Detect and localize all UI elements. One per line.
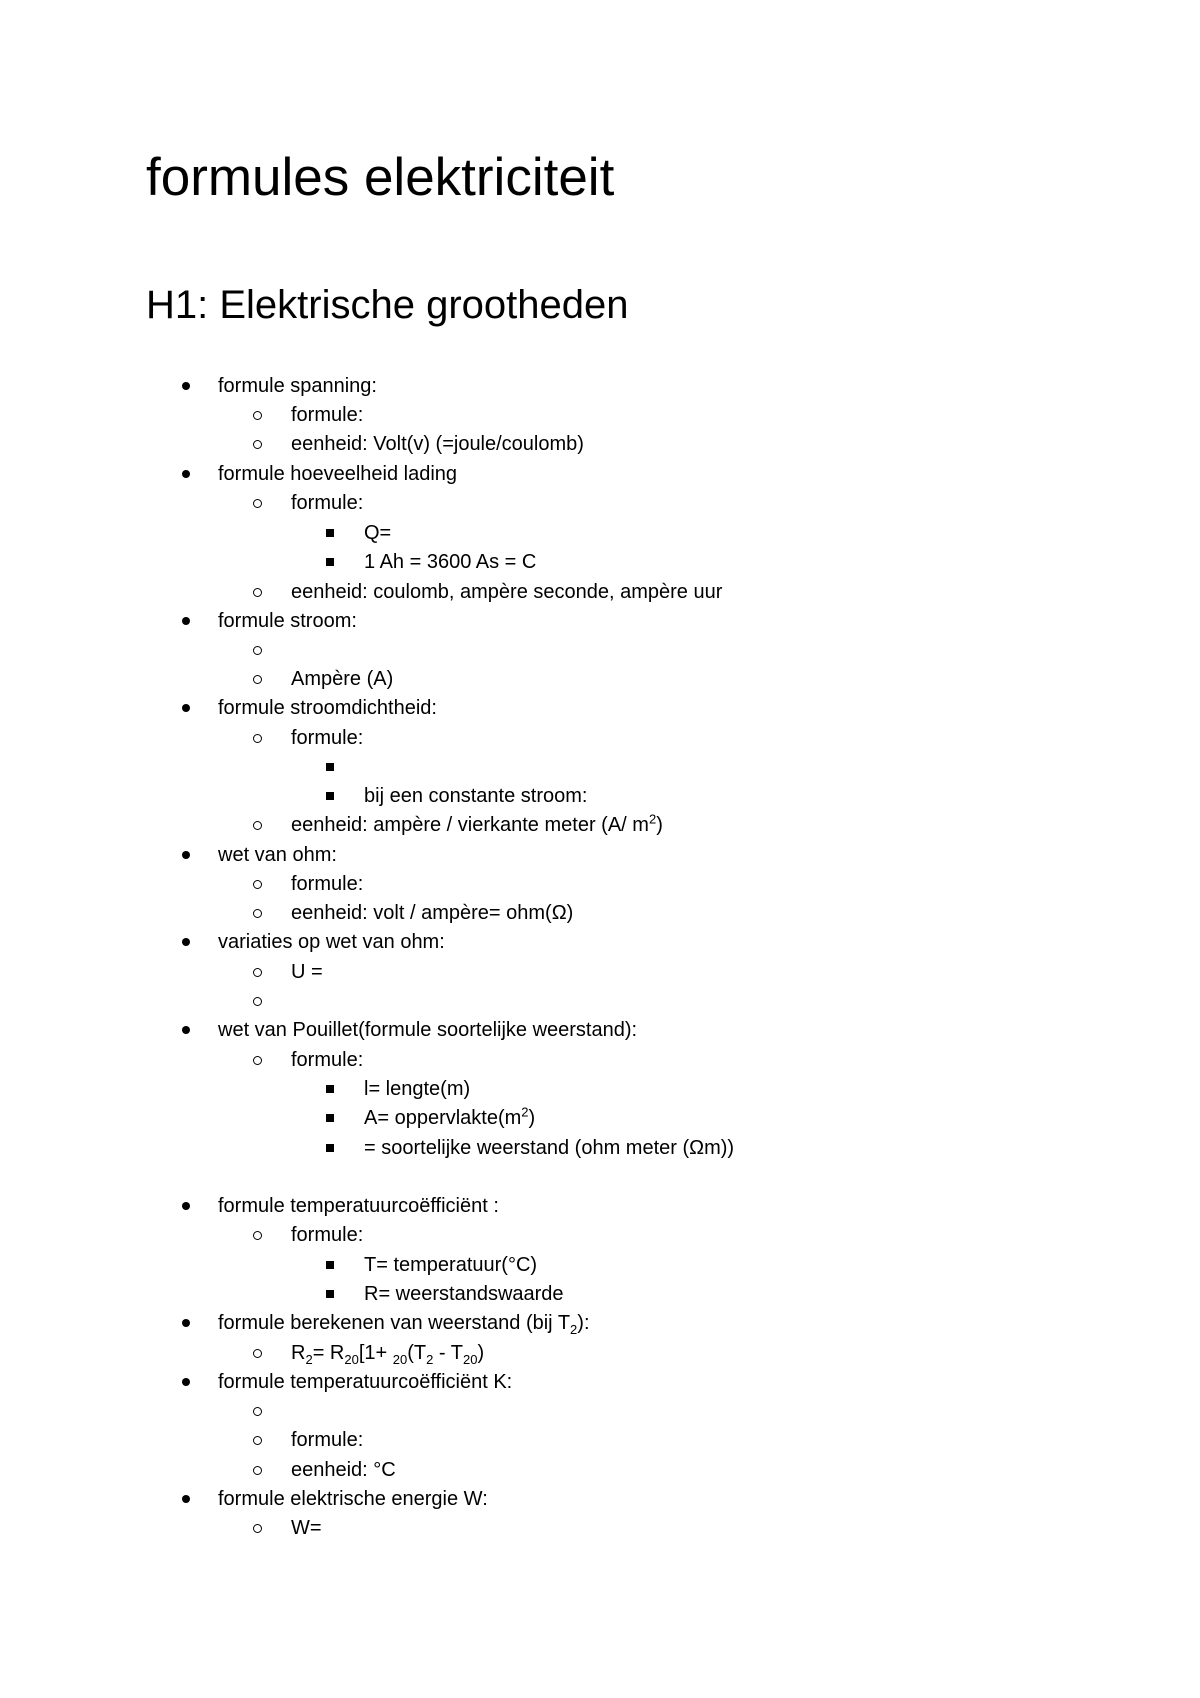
list-item: 1 Ah = 3600 As = C	[364, 550, 536, 574]
bullet-circle-icon	[249, 580, 265, 604]
bullet-disc-icon	[178, 1311, 194, 1335]
list-item: eenheid: Volt(v) (=joule/coulomb)	[291, 432, 584, 456]
list-item: eenheid: ampère / vierkante meter (A/ $m^2$)	[291, 813, 663, 837]
bullet-disc-icon	[178, 1487, 194, 1511]
bullet-circle-icon	[249, 726, 265, 750]
list-item: $A= oppervlakte(m^2)$	[364, 1106, 535, 1130]
bullet-disc-icon	[178, 374, 194, 398]
list-item: Q=	[364, 521, 391, 545]
list-item: wet van Pouillet(formule soortelijke weerstand):	[218, 1018, 637, 1042]
bullet-square-icon	[322, 755, 338, 779]
bullet-square-icon	[322, 784, 338, 808]
bullet-circle-icon	[249, 403, 265, 427]
bullet-circle-icon	[249, 1341, 265, 1365]
list-item: formule:	[291, 491, 363, 515]
bullet-circle-icon	[249, 1458, 265, 1482]
bullet-square-icon	[322, 1136, 338, 1160]
list-item: $R_2= R_{20}[1+ _{20}(T_2 - T_{20})$	[291, 1341, 484, 1365]
list-item: formule temperatuurcoëfficiënt :	[218, 1194, 499, 1218]
bullet-circle-icon	[249, 960, 265, 984]
bullet-square-icon	[322, 1106, 338, 1130]
list-item: wet van ohm:	[218, 843, 337, 867]
bullet-circle-icon	[249, 901, 265, 925]
bullet-circle-icon	[249, 872, 265, 896]
list-item: formule:	[291, 1223, 363, 1247]
list-item: formule:	[291, 726, 363, 750]
list-item: formule elektrische energie W:	[218, 1487, 488, 1511]
bullet-disc-icon	[178, 696, 194, 720]
section-heading: H1: Elektrische grootheden	[146, 283, 629, 327]
bullet-disc-icon	[178, 930, 194, 954]
bullet-circle-icon	[249, 638, 265, 662]
list-item: formule:	[291, 872, 363, 896]
list-item: eenheid: volt / ampère= ohm(Ω)	[291, 901, 573, 925]
list-item: formule:	[291, 1048, 363, 1072]
bullet-circle-icon	[249, 1048, 265, 1072]
list-item: formule berekenen van weerstand (bij $T_2$):	[218, 1311, 590, 1335]
bullet-disc-icon	[178, 1018, 194, 1042]
bullet-disc-icon	[178, 609, 194, 633]
bullet-circle-icon	[249, 989, 265, 1013]
bullet-disc-icon	[178, 462, 194, 486]
bullet-circle-icon	[249, 491, 265, 515]
bullet-circle-icon	[249, 1399, 265, 1423]
list-item: U =	[291, 960, 323, 984]
bullet-disc-icon	[178, 1194, 194, 1218]
list-item: l= lengte(m)	[364, 1077, 470, 1101]
list-item: = soortelijke weerstand (ohm meter (Ωm))	[364, 1136, 734, 1160]
list-item: formule:	[291, 1428, 363, 1452]
bullet-circle-icon	[249, 1428, 265, 1452]
bullet-square-icon	[322, 1282, 338, 1306]
list-item: eenheid: °C	[291, 1458, 396, 1482]
list-item: formule temperatuurcoëfficiënt K:	[218, 1370, 512, 1394]
list-item: R= weerstandswaarde	[364, 1282, 564, 1306]
bullet-disc-icon	[178, 843, 194, 867]
bullet-square-icon	[322, 521, 338, 545]
bullet-circle-icon	[249, 1223, 265, 1247]
bullet-square-icon	[322, 1253, 338, 1277]
list-item: variaties op wet van ohm:	[218, 930, 445, 954]
document-title: formules elektriciteit	[146, 148, 615, 207]
bullet-square-icon	[322, 1077, 338, 1101]
list-item: formule stroom:	[218, 609, 357, 633]
list-item: eenheid: coulomb, ampère seconde, ampère uur	[291, 580, 722, 604]
list-item: bij een constante stroom:	[364, 784, 587, 808]
list-item: T= temperatuur(°C)	[364, 1253, 537, 1277]
bullet-square-icon	[322, 550, 338, 574]
bullet-disc-icon	[178, 1370, 194, 1394]
list-item: formule spanning:	[218, 374, 377, 398]
bullet-circle-icon	[249, 1516, 265, 1540]
bullet-circle-icon	[249, 667, 265, 691]
list-item: formule hoeveelheid lading	[218, 462, 457, 486]
list-item: Ampère (A)	[291, 667, 393, 691]
bullet-circle-icon	[249, 432, 265, 456]
list-item: formule:	[291, 403, 363, 427]
list-item: formule stroomdichtheid:	[218, 696, 437, 720]
bullet-circle-icon	[249, 813, 265, 837]
list-item: W=	[291, 1516, 322, 1540]
